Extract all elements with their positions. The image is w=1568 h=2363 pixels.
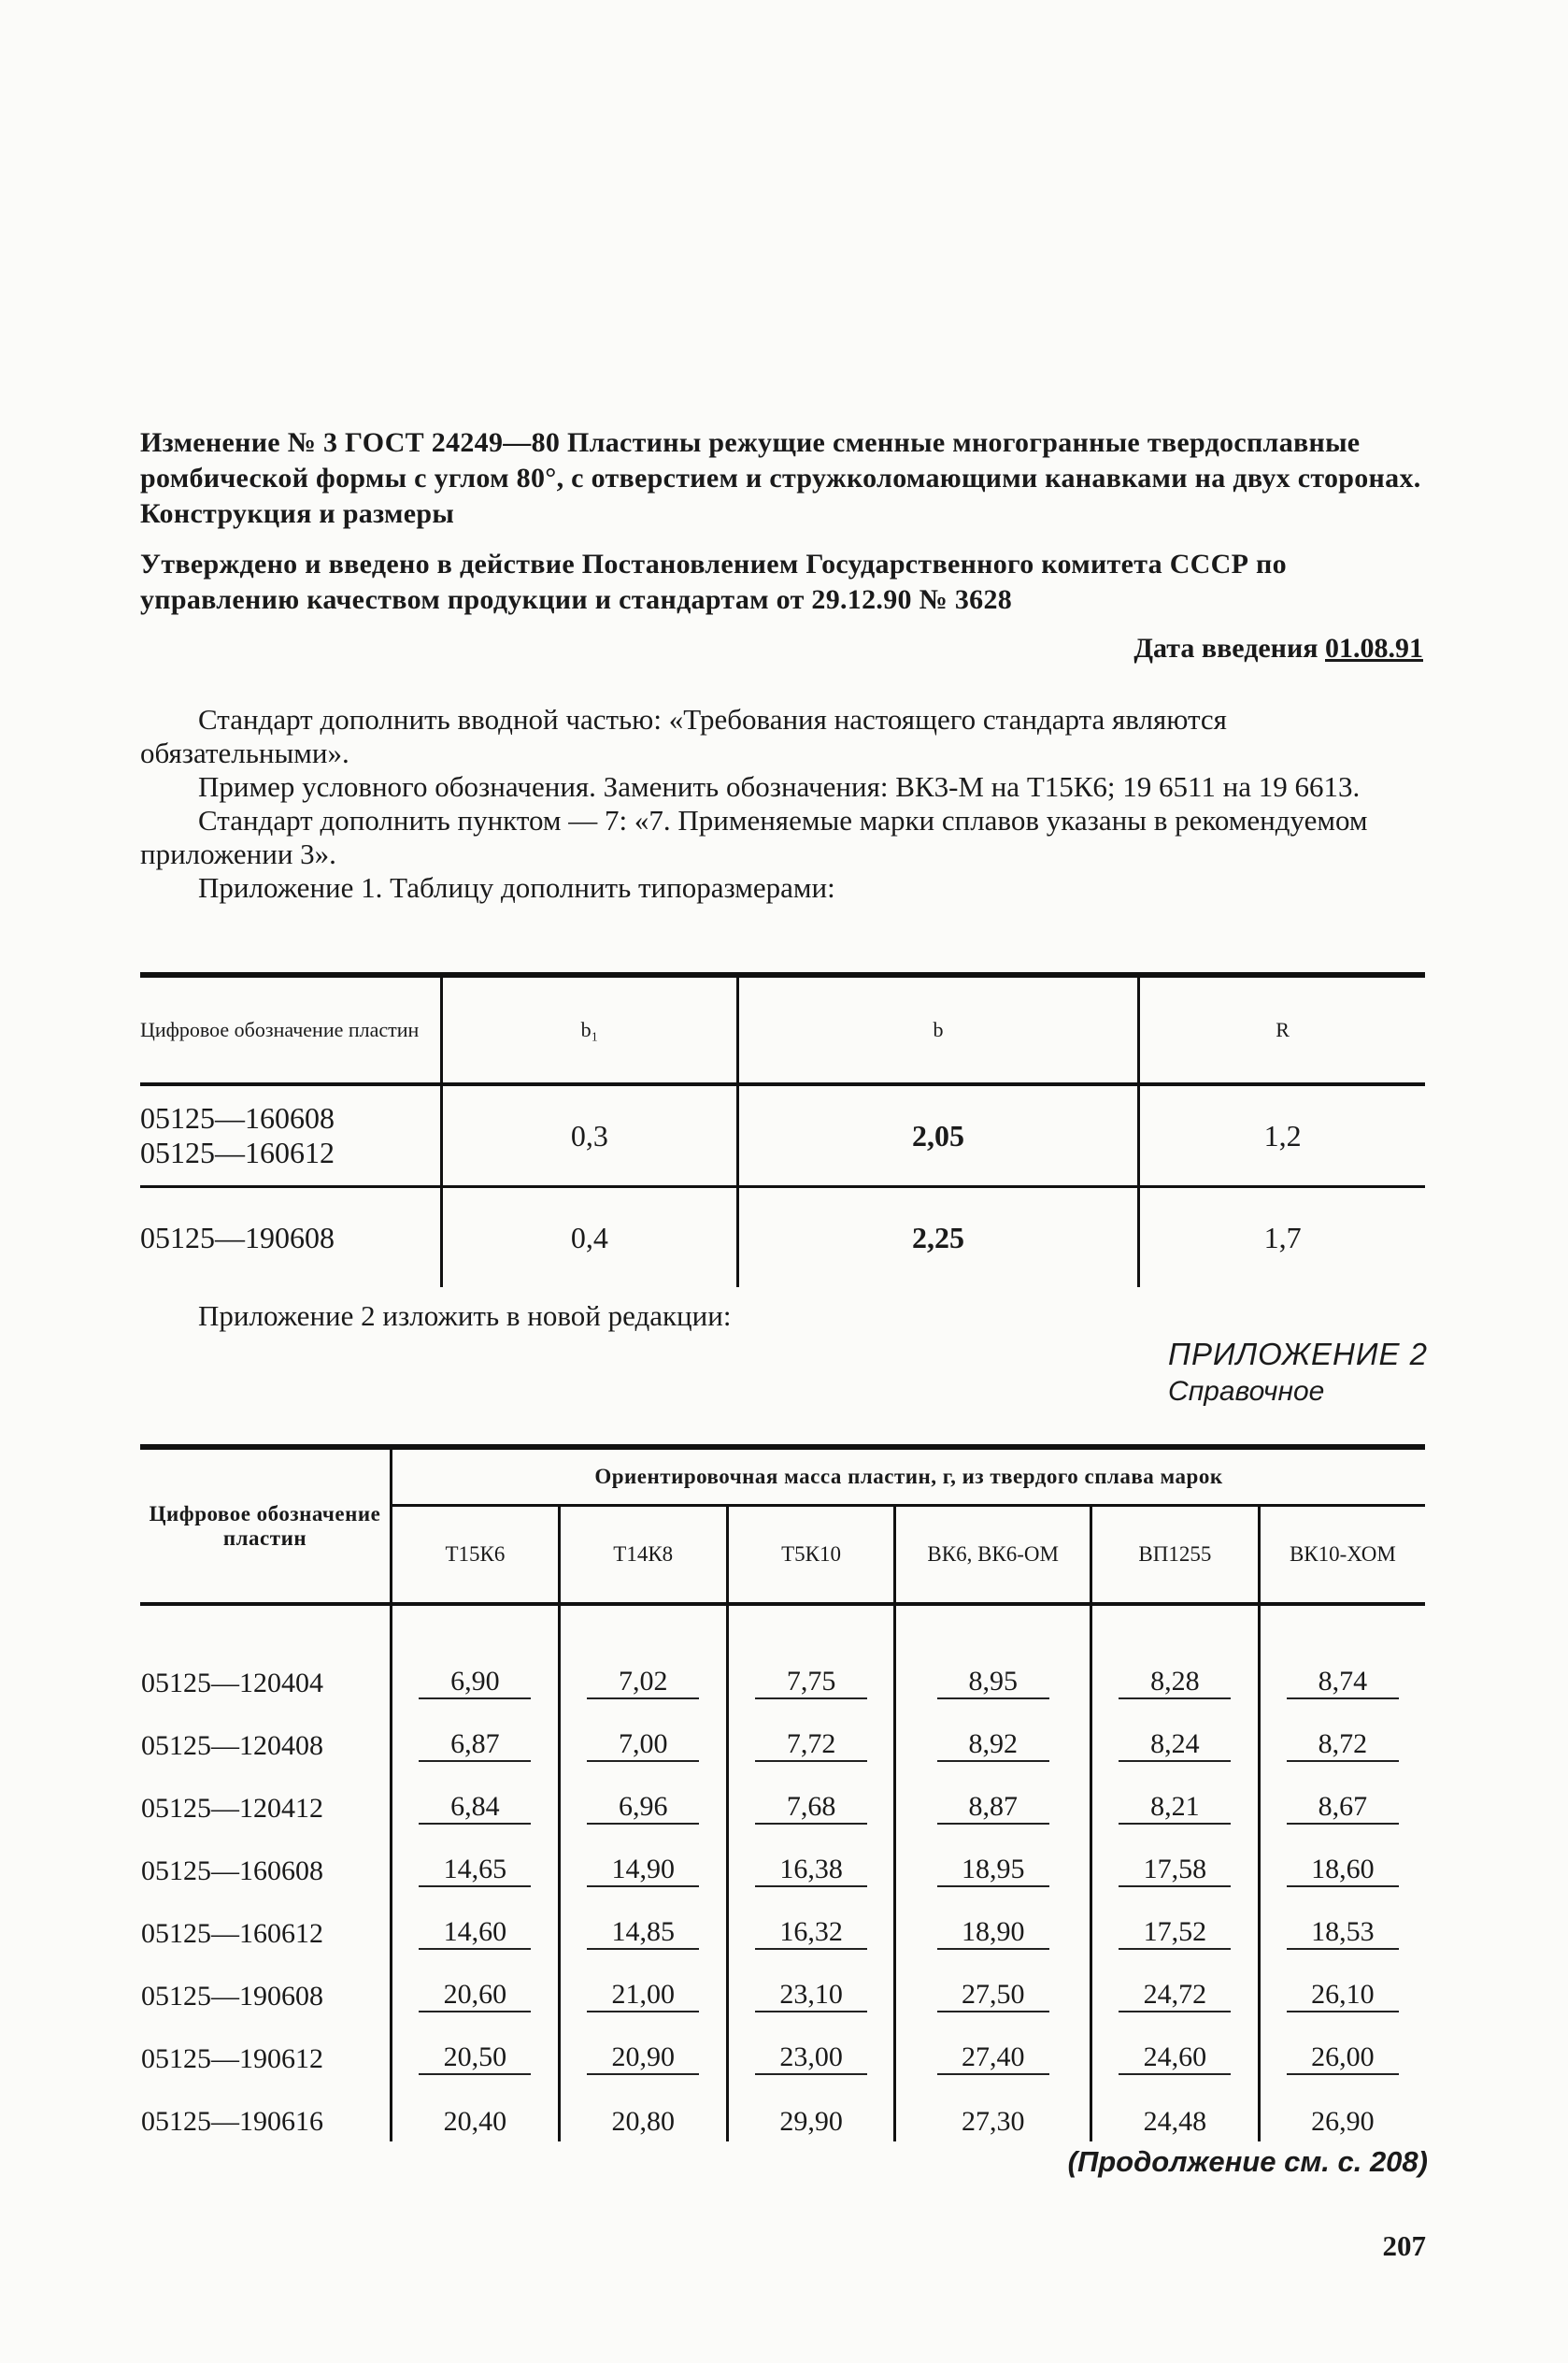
- table-row: [140, 1766, 1425, 1828]
- cell-mass: [1259, 2016, 1425, 2079]
- table-header-row: [140, 1447, 1425, 1506]
- cell-mass: [1259, 2079, 1425, 2141]
- cell-mass: [392, 1891, 560, 1954]
- cell-mass: [895, 2079, 1090, 2141]
- cell-mass: [1090, 1703, 1259, 1766]
- cell-mass: [895, 1604, 1090, 1703]
- cell-mass-value: 7,68: [755, 1791, 867, 1825]
- header-b1: b₁: [442, 975, 738, 1084]
- header-code: Цифровое обозначение пластин: [140, 1447, 392, 1604]
- cell-mass-value: 24,72: [1119, 1979, 1231, 2012]
- cell-mass: [1259, 1954, 1425, 2016]
- header-alloy: Т15К6: [392, 1506, 560, 1605]
- cell-mass: [392, 1703, 560, 1766]
- cell-mass-value: 20,40: [443, 2106, 507, 2137]
- cell-mass: [895, 2016, 1090, 2079]
- cell-mass: [727, 1954, 895, 2016]
- cell-code: 05125—160608 05125—160612: [140, 1084, 442, 1187]
- cell-mass: [1090, 1828, 1259, 1891]
- table-row: [140, 2016, 1425, 2079]
- table-row: [140, 1187, 1425, 1288]
- cell-mass-value: 23,10: [755, 1979, 867, 2012]
- cell-mass: [727, 2016, 895, 2079]
- table-row: [140, 1703, 1425, 1766]
- cell-code: 05125—160612: [141, 1918, 323, 1949]
- page-number: 207: [1382, 2229, 1426, 2262]
- table-row: [140, 2079, 1425, 2141]
- cell-mass-value: 16,32: [755, 1916, 867, 1950]
- cell-code: 05125—120412: [141, 1793, 323, 1824]
- cell-code: 05125—190612: [141, 2043, 323, 2074]
- introduction-date: [1133, 633, 1423, 665]
- appendix-label: [1168, 1337, 1428, 1408]
- cell-mass-value: 7,72: [755, 1728, 867, 1762]
- cell-mass-value: 8,67: [1287, 1791, 1399, 1825]
- header-b: b: [737, 975, 1138, 1084]
- cell-mass: [727, 1891, 895, 1954]
- table-row: [140, 1891, 1425, 1954]
- cell-mass: [1090, 2079, 1259, 2141]
- cell-mass: [1259, 1703, 1425, 1766]
- table-row: [140, 1084, 1425, 1187]
- cell-mass: [1090, 1604, 1259, 1703]
- cell-mass-value: 20,80: [611, 2106, 675, 2137]
- cell-r: 1,7: [1139, 1187, 1425, 1288]
- cell-mass: [392, 1954, 560, 2016]
- continuation-note: (Продолжение см. с. 208): [1067, 2145, 1428, 2178]
- cell-mass-value: 14,65: [419, 1854, 531, 1887]
- cell-b1: 0,3: [442, 1084, 738, 1187]
- cell-mass: [392, 1604, 560, 1703]
- cell-mass: [559, 1891, 727, 1954]
- cell-mass-value: 7,75: [755, 1666, 867, 1699]
- cell-mass-value: 20,50: [419, 2041, 531, 2075]
- date-value: 01.08.91: [1325, 633, 1423, 664]
- cell-mass-value: 7,00: [587, 1728, 699, 1762]
- date-label: Дата введения: [1133, 633, 1319, 664]
- cell-mass-value: 8,74: [1287, 1666, 1399, 1699]
- cell-mass: [1259, 1766, 1425, 1828]
- cell-mass: [895, 1703, 1090, 1766]
- cell-mass-value: 14,60: [419, 1916, 531, 1950]
- cell-mass-value: 26,00: [1287, 2041, 1399, 2075]
- cell-mass-value: 21,00: [587, 1979, 699, 2012]
- cell-mass: [1090, 2016, 1259, 2079]
- cell-mass-value: 6,96: [587, 1791, 699, 1825]
- header-alloy: Т5К10: [727, 1506, 895, 1605]
- table-row: [140, 1828, 1425, 1891]
- cell-mass: [1090, 1954, 1259, 2016]
- cell-mass-value: 20,90: [587, 2041, 699, 2075]
- appendix-title: ПРИЛОЖЕНИЕ 2: [1168, 1337, 1428, 1371]
- table-row: [140, 1604, 1425, 1703]
- body-text: [140, 703, 1430, 905]
- cell-mass-value: 14,90: [587, 1854, 699, 1887]
- header-alloy: ВП1255: [1090, 1506, 1259, 1605]
- cell-mass-value: 8,24: [1119, 1728, 1231, 1762]
- paragraph-1: Стандарт дополнить вводной частью: «Требования настоящего стандарта являются обязательными».: [140, 703, 1227, 769]
- cell-mass: [727, 1703, 895, 1766]
- paragraph-2: Пример условного обозначения. Заменить обозначения: ВК3-М на Т15К6; 19 6511 на 19 6613.: [198, 770, 1361, 803]
- cell-mass: [727, 1766, 895, 1828]
- cell-mass: [1090, 1891, 1259, 1954]
- cell-b: 2,25: [737, 1187, 1138, 1288]
- cell-mass: [1259, 1828, 1425, 1891]
- cell-mass-value: 27,30: [961, 2106, 1025, 2137]
- cell-mass: [895, 1828, 1090, 1891]
- cell-mass-value: 18,95: [937, 1854, 1049, 1887]
- header-code: Цифровое обозначение пластин: [140, 975, 442, 1084]
- cell-mass: [1259, 1891, 1425, 1954]
- cell-mass-value: 26,90: [1311, 2106, 1375, 2137]
- cell-mass-value: 27,40: [937, 2041, 1049, 2075]
- cell-mass-value: 6,84: [419, 1791, 531, 1825]
- cell-mass-value: 6,87: [419, 1728, 531, 1762]
- cell-b: 2,05: [737, 1084, 1138, 1187]
- cell-mass-value: 17,52: [1119, 1916, 1231, 1950]
- cell-mass: [727, 2079, 895, 2141]
- header-group: Ориентировочная масса пластин, г, из твердого сплава марок: [392, 1447, 1426, 1506]
- cell-code: 05125—190616: [141, 2106, 323, 2137]
- cell-mass-value: 24,48: [1143, 2106, 1207, 2137]
- cell-mass-value: 29,90: [779, 2106, 843, 2137]
- cell-mass: [559, 1604, 727, 1703]
- cell-mass-value: 24,60: [1119, 2041, 1231, 2075]
- amendment-title: Изменение № 3 ГОСТ 24249—80 Пластины режущие сменные многогранные твердосплавные ромбической формы с углом 80°, с отверстием и стружколомающими канавками на двух сторонах. Конструкция и размеры: [140, 427, 1421, 529]
- table-header-row: [140, 975, 1425, 1084]
- cell-mass: [895, 1954, 1090, 2016]
- cell-mass: [559, 1766, 727, 1828]
- cell-mass-value: 18,53: [1287, 1916, 1399, 1950]
- cell-mass-value: 8,72: [1287, 1728, 1399, 1762]
- cell-code: 05125—160608: [141, 1855, 323, 1886]
- approval-statement: Утверждено и введено в действие Постановлением Государственного комитета СССР по управлению качеством продукции и стандартам от 29.12.90 № 3628: [140, 549, 1287, 615]
- cell-mass: [559, 1703, 727, 1766]
- cell-mass: [895, 1891, 1090, 1954]
- appendix-intro: Приложение 2 изложить в новой редакции:: [198, 1299, 732, 1332]
- cell-mass: [727, 1828, 895, 1891]
- paragraph-3: Стандарт дополнить пунктом — 7: «7. Применяемые марки сплавов указаны в рекомендуемом приложении 3».: [140, 804, 1368, 870]
- cell-r: 1,2: [1139, 1084, 1425, 1187]
- cell-mass-value: 8,28: [1119, 1666, 1231, 1699]
- cell-mass-value: 8,87: [937, 1791, 1049, 1825]
- cell-b1: 0,4: [442, 1187, 738, 1288]
- cell-mass: [895, 1766, 1090, 1828]
- cell-mass: [559, 2016, 727, 2079]
- paragraph-4: Приложение 1. Таблицу дополнить типоразмерами:: [198, 871, 835, 904]
- cell-mass-value: 27,50: [937, 1979, 1049, 2012]
- cell-mass: [392, 1828, 560, 1891]
- cell-mass: [1090, 1766, 1259, 1828]
- cell-mass: [559, 1954, 727, 2016]
- cell-code: 05125—190608: [141, 1981, 323, 2012]
- cell-mass-value: 16,38: [755, 1854, 867, 1887]
- header-alloy: ВК10-ХОМ: [1259, 1506, 1425, 1605]
- cell-mass-value: 8,95: [937, 1666, 1049, 1699]
- cell-mass: [1259, 1604, 1425, 1703]
- cell-code: 05125—120408: [141, 1730, 323, 1761]
- cell-mass-value: 8,92: [937, 1728, 1049, 1762]
- cell-mass-value: 18,60: [1287, 1854, 1399, 1887]
- table-row: [140, 1954, 1425, 2016]
- header-alloy: Т14К8: [559, 1506, 727, 1605]
- cell-mass-value: 6,90: [419, 1666, 531, 1699]
- cell-mass: [559, 1828, 727, 1891]
- cell-mass-value: 17,58: [1119, 1854, 1231, 1887]
- cell-mass-value: 23,00: [755, 2041, 867, 2075]
- cell-mass: [727, 1604, 895, 1703]
- cell-mass-value: 18,90: [937, 1916, 1049, 1950]
- header-alloy: ВК6, ВК6-ОМ: [895, 1506, 1090, 1605]
- cell-mass-value: 14,85: [587, 1916, 699, 1950]
- mass-table: [140, 1444, 1425, 2141]
- cell-mass: [392, 2079, 560, 2141]
- cell-mass: [392, 1766, 560, 1828]
- cell-mass-value: 8,21: [1119, 1791, 1231, 1825]
- appendix-subtitle: Справочное: [1168, 1376, 1325, 1407]
- table-body: [140, 1604, 1425, 2141]
- cell-mass: [559, 2079, 727, 2141]
- cell-mass-value: 26,10: [1287, 1979, 1399, 2012]
- header-r: R: [1139, 975, 1425, 1084]
- cell-mass-value: 20,60: [419, 1979, 531, 2012]
- cell-code: 05125—120404: [141, 1668, 323, 1698]
- cell-mass: [392, 2016, 560, 2079]
- sizes-table: [140, 972, 1425, 1287]
- cell-code: 05125—190608: [140, 1220, 335, 1254]
- cell-mass-value: 7,02: [587, 1666, 699, 1699]
